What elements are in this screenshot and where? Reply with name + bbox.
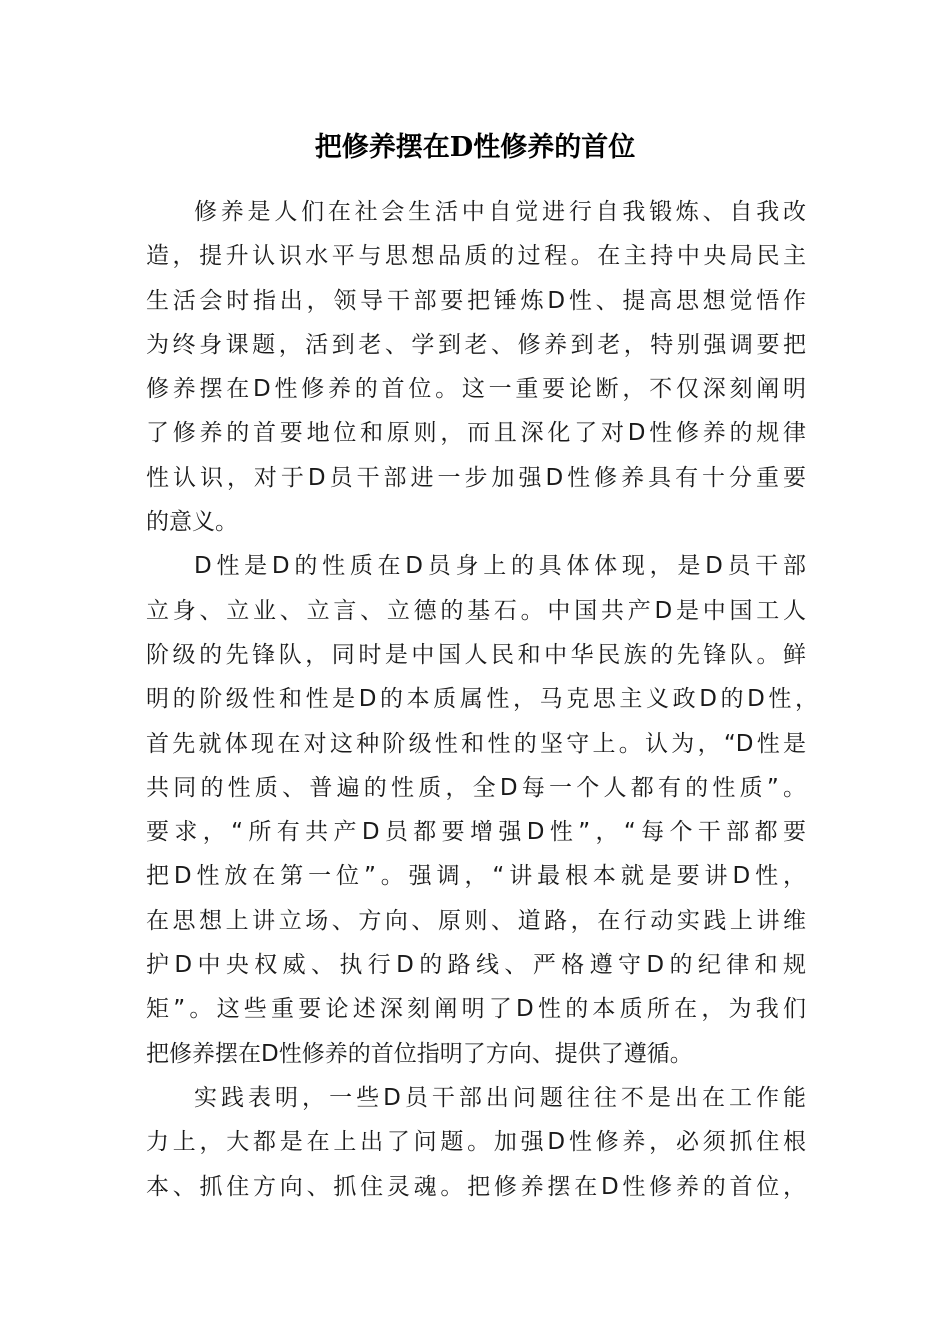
text-line: 把修养摆在D性修养的首位指明了方向、提供了遵循。 (146, 1040, 693, 1067)
paragraph-2 (146, 544, 818, 1076)
text-line: 为终身课题，活到老、学到老、修养到老，特别强调要把 (146, 331, 806, 358)
text-line: 修养是人们在社会生活中自觉进行自我锻炼、自我改 (194, 199, 806, 225)
paragraph-3 (146, 1076, 806, 1209)
text-line: 修养摆在D性修养的首位。这一重要论断，不仅深刻阐明 (146, 376, 806, 403)
text-line: 的意义。 (146, 509, 238, 536)
text-line: 生活会时指出，领导干部要把锤炼D性、提高思想觉悟作 (146, 287, 806, 314)
text-line: 本、抓住方向、抓住灵魂。把修养摆在D性修养的首位， (146, 1173, 806, 1200)
text-line: 实践表明，一些D员干部出问题往往不是出在工作能 (194, 1084, 806, 1111)
text-line: 要求，“所有共产D员都要增强D性”，“每个干部都要 (146, 819, 806, 846)
text-line: 矩”。这些重要论述深刻阐明了D性的本质所在，为我们 (146, 996, 806, 1023)
document-title: 把修养摆在D性修养的首位 (314, 132, 636, 163)
text-line: 性认识，对于D员干部进一步加强D性修养具有十分重要 (146, 464, 806, 491)
paragraph-1 (146, 190, 806, 544)
text-line: 明的阶级性和性是D的本质属性，马克思主义政D的D性， (146, 686, 818, 713)
text-line: 首先就体现在对这种阶级性和性的坚守上。认为，“D性是 (146, 730, 806, 757)
document-body (146, 190, 818, 1209)
text-line: 了修养的首要地位和原则，而且深化了对D性修养的规律 (146, 420, 806, 447)
text-line: 护D中央权威、执行D的路线、严格遵守D的纪律和规 (146, 952, 806, 979)
text-line: 立身、立业、立言、立德的基石。中国共产D是中国工人 (146, 597, 806, 624)
text-line: 力上，大都是在上出了问题。加强D性修养，必须抓住根 (146, 1129, 806, 1156)
text-line: 把D性放在第一位”。强调，“讲最根本就是要讲D性， (146, 863, 806, 890)
text-line: 造，提升认识水平与思想品质的过程。在主持中央局民主 (146, 243, 806, 270)
text-line: 阶级的先锋队，同时是中国人民和中华民族的先锋队。鲜 (146, 641, 806, 668)
text-line: D性是D的性质在D员身上的具体体现，是D员干部 (194, 553, 806, 580)
text-line: 共同的性质、普遍的性质，全D每一个人都有的性质”。 (146, 774, 806, 801)
text-line: 在思想上讲立场、方向、原则、道路，在行动实践上讲维 (146, 907, 806, 934)
